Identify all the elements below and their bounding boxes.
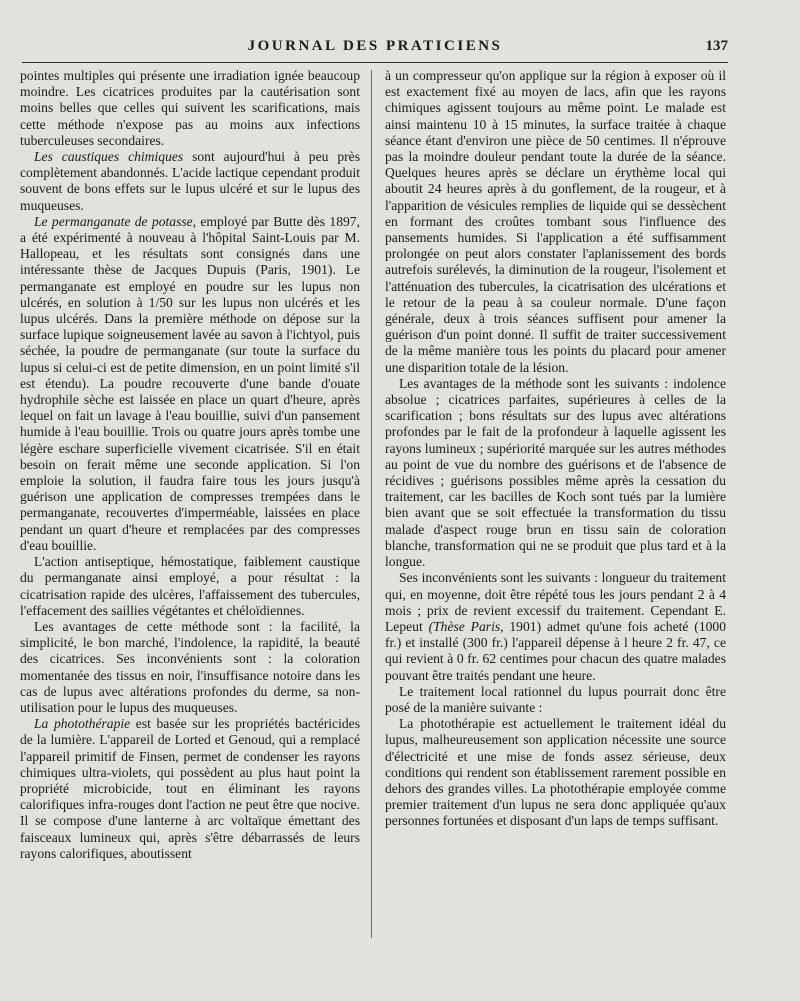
paragraph: pointes multiples qui présente une irradiation ignée beaucoup moindre. Les cicatrices produites par la cautérisation sont moins belles que celles qui suivent les scarifications, mais cette méthode n'expose pas au moins aux infections tuberculeuses secondaires. (20, 68, 360, 148)
section-lead: Les caustiques chimiques (34, 149, 184, 165)
citation: (Thèse Paris (428, 618, 501, 634)
section-lead: La photothérapie (34, 716, 131, 732)
page-header (22, 38, 728, 63)
paragraph: L'action antiseptique, hémostatique, faiblement caustique du permanganate ainsi employé, a pour résultat : la cicatrisation rapide des ulcères, l'affaissement des tubercules, l'effacement des saillies végétantes et chéloïdiennes. (20, 554, 360, 618)
paragraph: Les avantages de cette méthode sont : la facilité, la simplicité, le bon marché, l'indolence, la rapidité, la beauté des cicatrices. Ses inconvénients sont : la coloration momentanée des tissus en noir, l'insuffisance notoire dans les cas de lupus avec altérations profondes du derme, sa non-utilisation pour le lupus des muqueuses. (20, 618, 360, 715)
paragraph: Les caustiques chimiques sont aujourd'hui à peu près complètement abandonnés. L'acide lactique cependant produit souvent de bons effets sur le lupus ulcéré et sur le lupus des muqueuses. (20, 149, 360, 213)
running-title: JOURNAL DES PRATICIENS (247, 38, 503, 54)
page-number: 137 (705, 38, 728, 54)
paragraph: Les avantages de la méthode sont les suivants : indolence absolue ; cicatrices parfaites, supérieures à celles de la scarification ; bons résultats sur des lupus avec altérations profondes par le fait de la profondeur à laquelle agissent les rayons lumineux ; supériorité marquée sur les autres méthodes au point de vue du nombre des guérisons et de l'absence de récidives ; guérisons possibles même après la cessation du traitement, car les bacilles de Koch sont tués par la lumière bien avant que se soit effectuée la transformation du tissu malade d'aspect rouge brun en tissu sain de coloration blanche, transformation qui ne se produit que plus tard et à la longue. (385, 375, 726, 570)
paragraph: Le permanganate de potasse, employé par Butte dès 1897, a été expérimenté à nouveau à l'hôpital Saint-Louis par M. Hallopeau, et les résultats sont consignés dans une intéressante thèse de Jacques Dupuis (Paris, 1901). Le permanganate est employé en poudre sur les lupus non ulcérés, en solution à 1/50 sur les lupus non ulcérés et les lupus ulcérés. Dans la première méthode on dépose sur la surface lupique soigneusement lavée au savon à l'ichtyol, puis séchée, la poudre de permanganate (sur toute la surface du lupus si celui-ci est de petite dimension, en un point limité s'il est étendu). La poudre recouverte d'une bande d'ouate hydrophile sèche est laissée en place un quart d'heure, après lequel on fait un lavage à l'eau bouillie, suivi d'un pansement humide à l'eau bouillie. Trois ou quatre jours après tombe une légère eschare superficielle vivement cicatrisée. S'il en était besoin on ferait même une seconde application. Si l'on emploie la solution, il faudra faire tous les jours jusqu'à guérison une application de compresses trempées dans le permanganate, recouvertes d'imperméable, laissées en place pendant un quart d'heure et remplacées par des compresses d'eau bouillie. (20, 213, 360, 553)
left-column (20, 68, 360, 862)
paragraph: Le traitement local rationnel du lupus pourrait donc être posé de la manière suivante : (385, 683, 726, 715)
right-column (385, 68, 726, 830)
paragraph: La photothérapie est actuellement le traitement idéal du lupus, malheureusement son application nécessite une source d'électricité et une mise de fonds assez sérieuse, deux conditions qui rendent son établissement rarement possible en dehors des grandes villes. La photothérapie employée comme premier traitement d'un lupus ne sera donc appliquée qu'aux personnes fortunées et disposant d'un laps de temps suffisant. (385, 716, 726, 829)
paragraph: La photothérapie est basée sur les propriétés bactéricides de la lumière. L'appareil de Lorted et Genoud, qui a remplacé l'appareil primitif de Finsen, permet de condenser les rayons chimiques ultra-violets, qui possèdent au plus haut point la propriété microbicide, tout en éliminant les rayons calorifiques infra-rouges dont l'action ne peut être que nocive. Il se compose d'une lanterne à arc voltaïque émettant des faisceaux lumineux qui, après s'être débarrassés de leurs rayons calorifiques, aboutissent (20, 716, 360, 861)
column-divider (371, 70, 372, 938)
section-lead: Le permanganate de potasse (34, 213, 193, 229)
paragraph: Ses inconvénients sont les suivants : longueur du traitement qui, en moyenne, doit être répété tous les jours pendant 2 à 4 mois ; prix de revient excessif du traitement. Cependant E. Lepeut (Thèse Paris, 1901) admet qu'une fois acheté (1000 fr.) et installé (300 fr.) l'appareil dépense à l heure 2 fr. 47, ce qui revient à 0 fr. 62 centimes pour chacun des quatre malades pouvant être traités pendant une heure. (385, 570, 727, 683)
paragraph: à un compresseur qu'on applique sur la région à exposer où il est exactement fixé au moyen de lacs, afin que les rayons chimiques agissent toujours au même point. Le malade est ainsi maintenu 10 à 15 minutes, la surface traitée à chaque séance étant d'environ une pièce de 50 centimes. Il n'éprouve pas la moindre douleur pendant toute la durée de la séance. Quelques heures après se déclare un érythème local qui aboutit 24 heures après à du gonflement, de la rougeur, et à l'apparition de vésicules remplies de liquide qui se dessèchent en formant des croûtes tombant sous l'influence des pansements humides. Si l'application a été suffisamment prolongée on peut alors constater l'aplanissement des bords autrefois surélevés, la diminution de la rougeur, l'isolement et l'atténuation des tubercules, la cicatrisation des ulcérations et le retour de la peau à sa couleur normale. D'une façon générale, deux à trois séances suffisent pour amener la guérison d'un point donné. Il suffit de traiter successivement de la même manière tous les points du placard pour amener une disparition totale de la lésion. (385, 68, 726, 375)
